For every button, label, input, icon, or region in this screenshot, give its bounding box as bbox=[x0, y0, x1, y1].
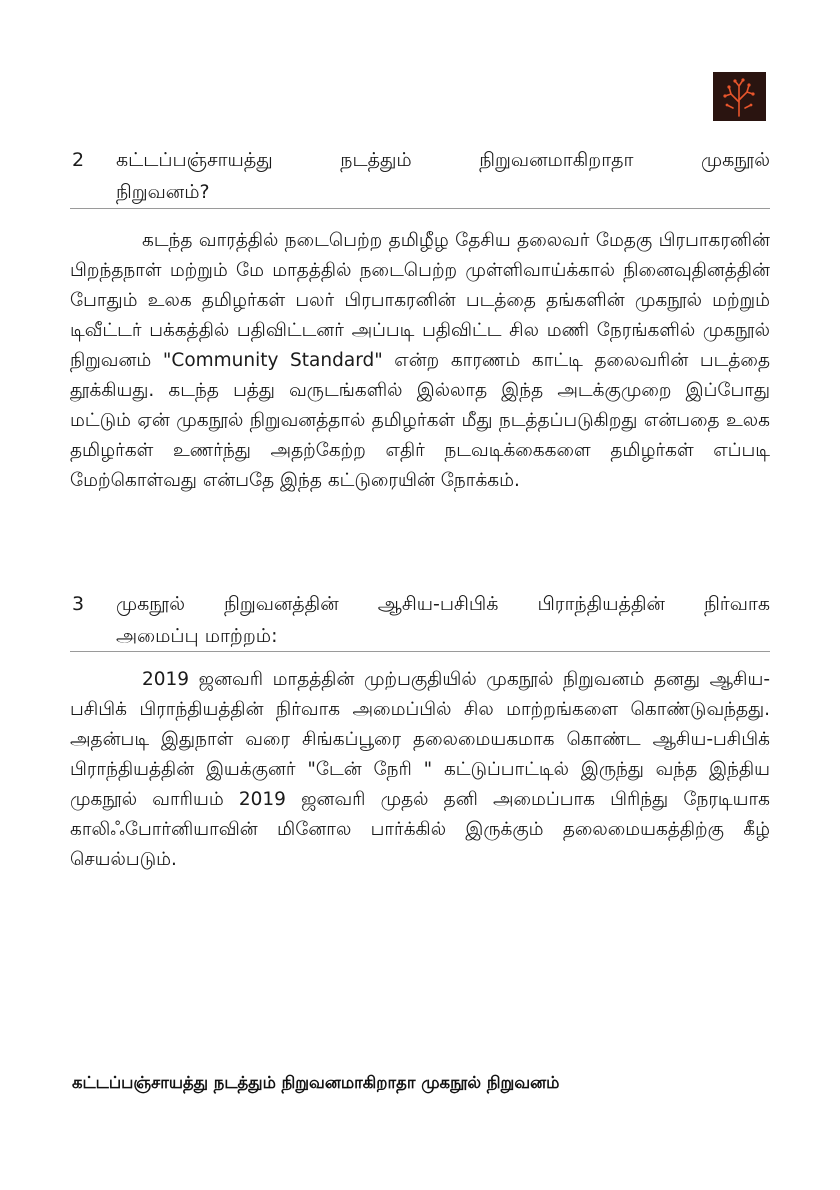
page-footer-title: கட்டப்பஞ்சாயத்து நடத்தும் நிறுவனமாகிறாதா முகநூல் நிறுவனம் bbox=[72, 1073, 560, 1092]
section-title-line-2: அமைப்பு மாற்றம்: bbox=[116, 625, 278, 647]
section-3-paragraph bbox=[70, 665, 770, 875]
tree-logo-icon bbox=[713, 72, 766, 121]
section-divider bbox=[70, 208, 770, 209]
section-2-heading bbox=[72, 144, 770, 208]
section-divider bbox=[70, 651, 770, 652]
section-title bbox=[116, 144, 770, 208]
paragraph-text: 2019 ஜனவரி மாதத்தின் முற்பகுதியில் முகநூல் நிறுவனம் தனது ஆசிய-பசிபிக் பிராந்தியத்தின் நிர்வாக அமைப்பில் சில மாற்றங்களை கொண்டுவந்தது. அதன்படி இதுநாள் வரை சிங்கப்பூரை தலைமையகமாக கொண்ட ஆசிய-பசிபிக் பிராந்தியத்தின் இயக்குனர் "டேன் நேரி " கட்டுப்பாட்டில் இருந்து வந்த இந்திய முகநூல் வாரியம் 2019 ஜனவரி முதல் தனி அமைப்பாக பிரிந்து நேரடியாக காலிஃபோர்னியாவின் மினோல பார்க்கில் இருக்கும் தலைமையகத்திற்கு கீழ் செயல்படும். bbox=[70, 669, 770, 870]
paragraph-text: கடந்த வாரத்தில் நடைபெற்ற தமிழீழ தேசிய தலைவர் மேதகு பிரபாகரனின் பிறந்தநாள் மற்றும் மே மாதத்தில் நடைபெற்ற முள்ளிவாய்க்கால் நினைவுதினத்தின் போதும் உலக தமிழர்கள் பலர் பிரபாகரனின் படத்தை தங்களின் முகநூல் மற்றும் டிவீட்டர் பக்கத்தில் பதிவிட்டனர் அப்படி பதிவிட்ட சில மணி நேரங்களில் முகநூல் நிறுவனம் "Community Standard" என்ற காரணம் காட்டி தலைவரின் படத்தை தூக்கியது. கடந்த பத்து வருடங்களில் இல்லாத இந்த அடக்குமுறை இப்போது மட்டும் ஏன் முகநூல் நிறுவனத்தால் தமிழர்கள் மீது நடத்தப்படுகிறது என்பதை உலக தமிழர்கள் உணர்ந்து அதற்கேற்ற எதிர் நடவடிக்கைகளை தமிழர்கள் எப்படி மேற்கொள்வது என்பதே இந்த கட்டுரையின் நோக்கம். bbox=[70, 230, 770, 491]
section-number: 3 bbox=[72, 593, 85, 615]
section-2-paragraph bbox=[70, 226, 770, 496]
logo bbox=[713, 72, 766, 121]
section-title-line-1: கட்டப்பஞ்சாயத்து நடத்தும் நிறுவனமாகிறாதா முகநூல் bbox=[116, 149, 770, 171]
section-title bbox=[116, 588, 770, 652]
section-number: 2 bbox=[72, 149, 85, 171]
section-3-heading bbox=[72, 588, 770, 652]
section-title-line-1: முகநூல் நிறுவனத்தின் ஆசிய-பசிபிக் பிராந்தியத்தின் நிர்வாக bbox=[116, 593, 770, 615]
section-title-line-2: நிறுவனம்? bbox=[116, 181, 210, 203]
